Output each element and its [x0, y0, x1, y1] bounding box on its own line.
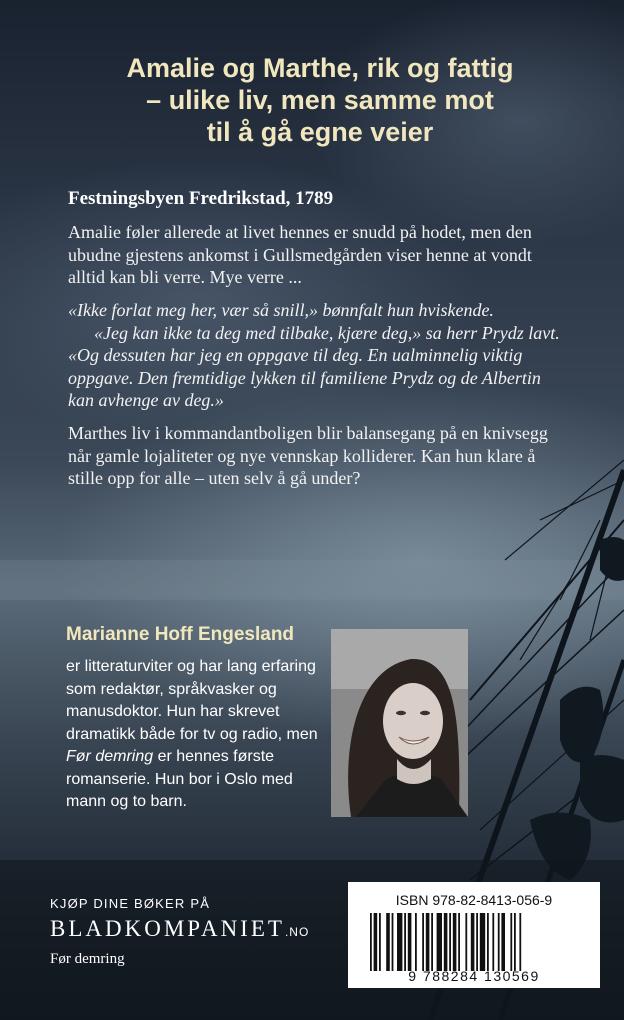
- barcode-icon: [368, 913, 582, 971]
- isbn-label: ISBN 978-82-8413-056-9: [395, 892, 553, 908]
- isbn-barcode-box: [348, 882, 600, 988]
- store-name: BLADKOMPANIET: [50, 916, 285, 941]
- isbn-digits: 9 788284 130569: [408, 968, 540, 984]
- quote-line-1: «Ikke forlat meg her, vær så snill,» bønnfalt hun hviskende.: [68, 300, 494, 320]
- headline-line-2: – ulike liv, men samme mot: [146, 85, 494, 115]
- store-logo: [50, 916, 309, 942]
- store-suffix: .NO: [284, 925, 310, 939]
- author-portrait-image: [331, 629, 468, 817]
- author-name: Marianne Hoff Engesland: [66, 624, 295, 645]
- author-bio-title: Før demring: [66, 748, 154, 765]
- headline-line-3: til å gå egne veier: [206, 117, 434, 147]
- blurb-paragraph-3: Marthes liv i kommandantboligen blir balansegang på en knivsegg når gamle lojaliteter og nye vennskap kolliderer. Kan hun klare å stille opp for alle – uten selv å gå under?: [68, 423, 548, 488]
- headline: [60, 52, 580, 148]
- author-photo: [331, 629, 468, 817]
- author-bio-part-1: er litteraturviter og har lang erfaring som redaktør, språkvasker og manusdoktor. Hun har skrevet dramatikk både for tv og radio, men: [66, 658, 318, 743]
- blurb-quote: [68, 299, 568, 412]
- author-bio: [66, 656, 328, 814]
- quote-line-2-text: «Jeg kan ikke ta deg med tilbake, kjære deg,» sa herr Prydz lavt. «Og dessuten har jeg en oppgave til deg. En ualminnelig viktig oppgave. Den fremtidige lykken til familiene Prydz og de Albertin kan avhenge av deg.»: [68, 322, 560, 410]
- quote-line-2: [68, 322, 568, 412]
- blurb-paragraph-1: Amalie føler allerede at livet hennes er snudd på hodet, men den ubudne gjestens ankomst i Gullsmedgården viser henne at vondt alltid kan bli verre. Mye verre ...: [68, 222, 532, 287]
- store-label: KJØP DINE BØKER PÅ: [50, 896, 211, 911]
- setting-heading: Festningsbyen Fredrikstad, 1789: [68, 188, 334, 209]
- series-name: Før demring: [50, 951, 125, 967]
- headline-line-1: Amalie og Marthe, rik og fattig: [126, 53, 514, 83]
- author-bio-part-2: er hennes første romanserie. Hun bor i Oslo med mann og to barn.: [66, 748, 293, 810]
